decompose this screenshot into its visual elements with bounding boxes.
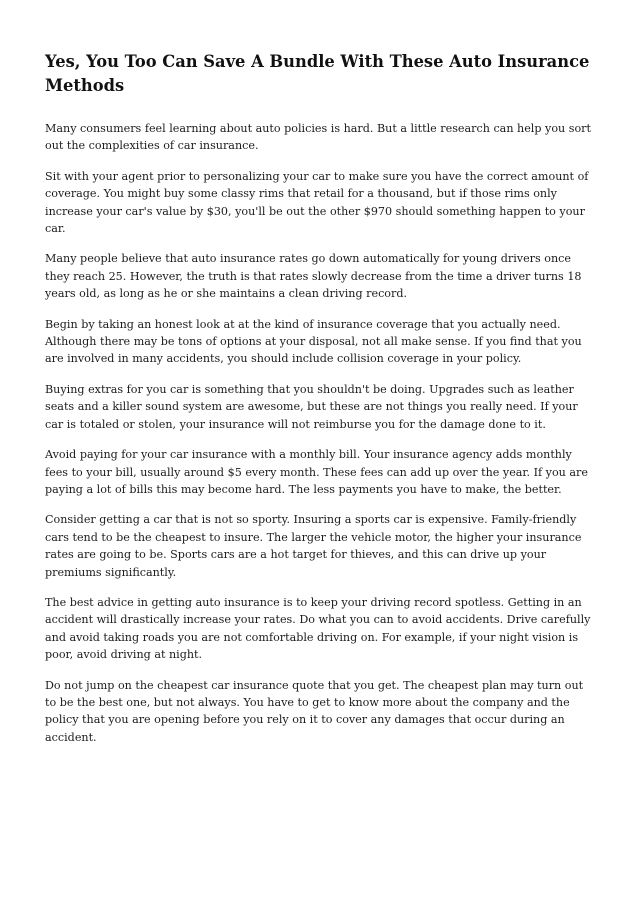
paragraph-6: Avoid paying for your car insurance with a monthly bill. Your insurance agency adds monthly fees to your bill, usually around $5 every month. These fees can add up over the year. If you are paying a lot of bills this may become hard. The less payments you have to make, the better. [45,448,588,496]
document-title: Yes, You Too Can Save A Bundle With These Auto Insurance Methods [45,52,590,95]
paragraph-7: Consider getting a car that is not so sporty. Insuring a sports car is expensive. Family-friendly cars tend to be the cheapest to insure. The larger the vehicle motor, the higher your insurance rates are going to be. Sports cars are a hot target for thieves, and this can drive up your premiums significantly. [45,513,582,579]
paragraph-4: Begin by taking an honest look at at the kind of insurance coverage that you actually need. Although there may be tons of options at your disposal, not all make sense. If you find that you are involved in many accidents, you should include collision coverage in your policy. [45,317,582,366]
paragraph-8: The best advice in getting auto insurance is to keep your driving record spotless. Getting in an accident will drastically increase your rates. Do what you can to avoid accidents. Drive carefully and avoid taking roads you are not comfortable driving on. For example, if your night vision is poor, avoid driving at night. [45,595,591,662]
paragraph-5: Buying extras for you car is something that you shouldn't be doing. Upgrades such as leather seats and a killer sound system are awesome, but these are not things you really need. If your car is totaled or stolen, your insurance will not reimburse you for the damage done to it. [45,382,578,431]
document-page [45,50,597,759]
paragraph-2: Sit with your agent prior to personalizing your car to make sure you have the correct amount of coverage. You might buy some classy rims that retail for a thousand, but if those rims only increase your car's value by $30, you'll be out the other $970 should something happen to your car. [45,169,589,236]
paragraph-3: Many people believe that auto insurance rates go down automatically for young drivers once they reach 25. However, the truth is that rates slowly decrease from the time a driver turns 18 years old, as long as he or she maintains a clean driving record. [45,252,582,301]
paragraph-1: Many consumers feel learning about auto policies is hard. But a little research can help you sort out the complexities of car insurance. [45,122,591,153]
paragraph-9: Do not jump on the cheapest car insurance quote that you get. The cheapest plan may turn out to be the best one, but not always. You have to get to know more about the company and the policy that you are opening before you rely on it to cover any damages that occur during an accident. [45,678,584,744]
